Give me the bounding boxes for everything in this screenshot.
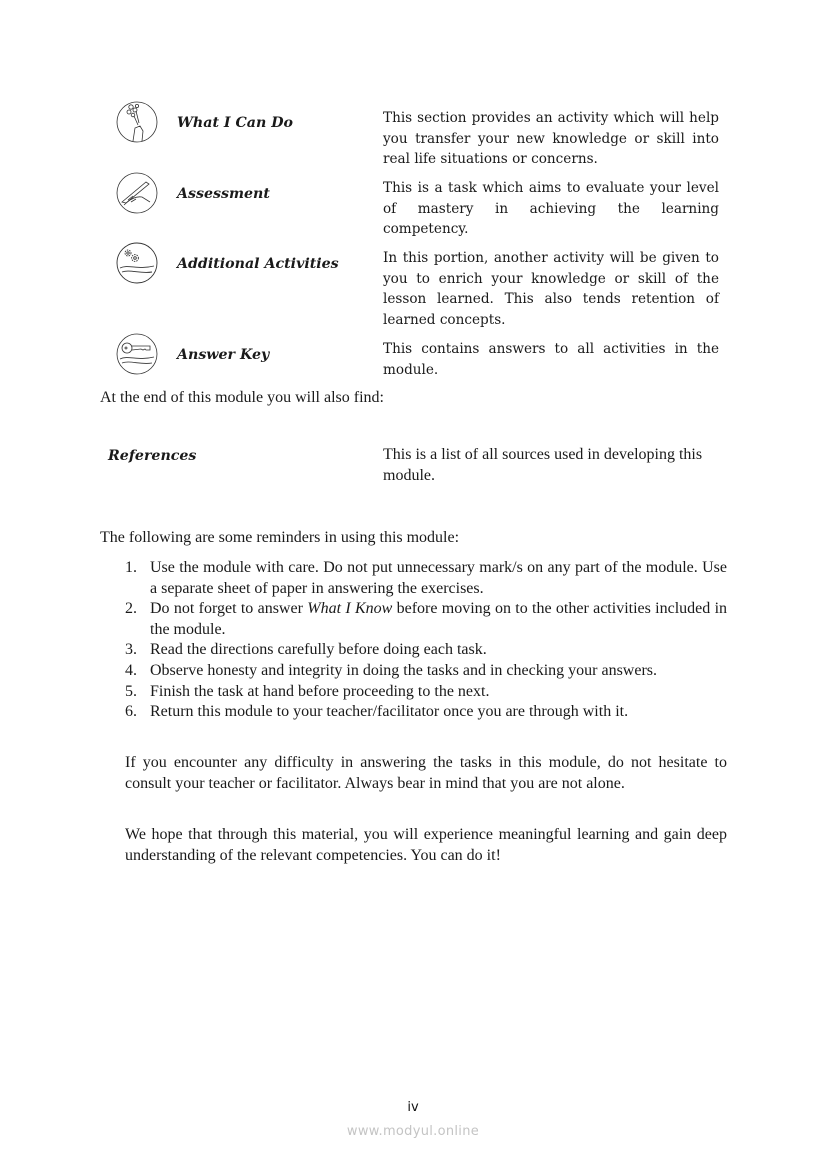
section-label-answer-key: Answer Key	[177, 347, 270, 363]
reminder-item	[125, 661, 727, 682]
closing-paragraph: We hope that through this material, you will experience meaningful learning and gain deep understanding of the relevant competencies. You can do it!	[125, 826, 727, 864]
section-label-what-i-can-do: What I Can Do	[177, 115, 294, 131]
reminder-text: Observe honesty and integrity in doing the tasks and in checking your answers.	[150, 661, 657, 679]
reminders-list	[125, 558, 727, 723]
section-description-answer-key: This contains answers to all activities in the module.	[383, 341, 719, 378]
key-on-hand-icon	[116, 333, 158, 375]
reminder-text: Read the directions carefully before doing each task.	[150, 641, 487, 659]
section-label-assessment: Assessment	[177, 186, 270, 202]
reminder-number: 5.	[125, 682, 137, 700]
reminder-item	[125, 640, 727, 661]
hand-holding-flowers-icon	[116, 101, 158, 143]
gears-on-hand-icon	[116, 242, 158, 284]
page-number: iv	[407, 1100, 419, 1115]
reminder-italic-text: What I Know	[307, 600, 393, 618]
watermark-link[interactable]: www.modyul.online	[346, 1124, 480, 1139]
reminder-text-after: before moving on to the other activities included in the module.	[150, 600, 728, 638]
reminder-item	[125, 702, 727, 723]
reminder-item	[125, 558, 727, 599]
section-description-additional-activities: In this portion, another activity will be given to you to enrich your knowledge or skill of the lesson learned. This also tends retention of learned concepts.	[383, 250, 719, 328]
reminder-number: 3.	[125, 641, 137, 659]
reminder-number: 1.	[125, 559, 137, 576]
reminder-number: 6.	[125, 703, 137, 721]
section-description-what-i-can-do: This section provides an activity which will help you transfer your new knowledge or skill into real life situations or concerns.	[383, 110, 719, 168]
reminder-text: Finish the task at hand before proceeding to the next.	[150, 682, 490, 700]
reminder-number: 4.	[125, 661, 137, 679]
section-description-assessment: This is a task which aims to evaluate your level of mastery in achieving the learning competency.	[383, 180, 719, 238]
reminder-text: Return this module to your teacher/facilitator once you are through with it.	[150, 703, 629, 721]
reminder-text: Use the module with care. Do not put unnecessary mark/s on any part of the module. Use a separate sheet of paper in answering the exercises.	[150, 559, 727, 597]
reminder-number: 2.	[125, 600, 137, 618]
reminder-item	[125, 599, 727, 640]
references-description: This is a list of all sources used in developing this module.	[383, 446, 703, 484]
hand-writing-pen-icon	[116, 172, 158, 214]
end-of-module-intro: At the end of this module you will also find:	[100, 389, 384, 406]
section-label-additional-activities: Additional Activities	[177, 256, 339, 272]
difficulty-paragraph: If you encounter any difficulty in answering the tasks in this module, do not hesitate to consult your teacher or facilitator. Always bear in mind that you are not alone.	[125, 754, 727, 792]
reminder-item	[125, 682, 727, 703]
references-label: References	[108, 448, 197, 464]
reminder-text: Do not forget to answer	[150, 600, 308, 618]
reminders-intro: The following are some reminders in using this module:	[100, 529, 460, 546]
